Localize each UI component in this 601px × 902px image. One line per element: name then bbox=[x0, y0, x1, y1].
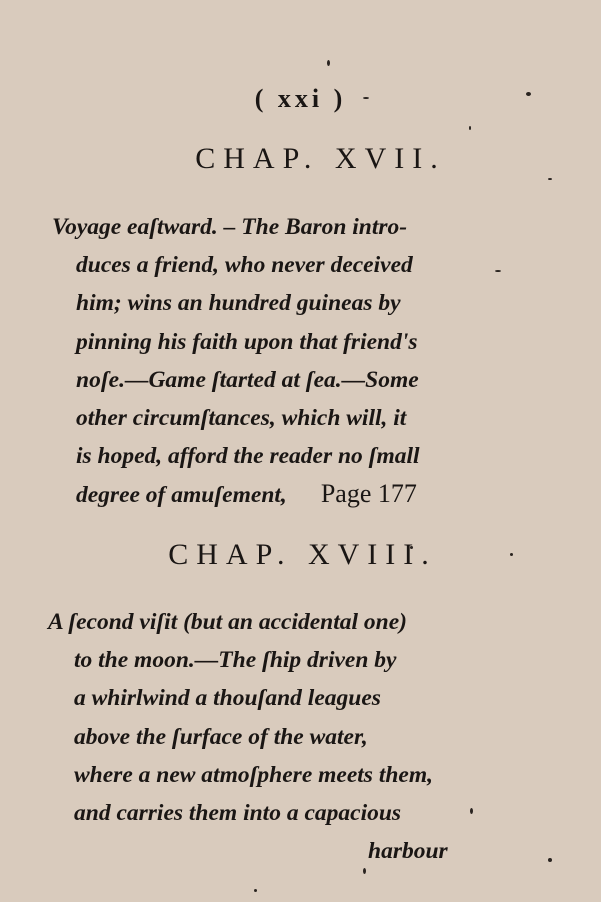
ink-speck bbox=[327, 60, 330, 66]
summary-line: duces a friend, who never deceived bbox=[76, 252, 413, 279]
chapter-18-heading: CHAP. XVIII. bbox=[168, 538, 437, 571]
summary-line: A ſecond viſit (but an accidental one) bbox=[48, 609, 407, 635]
chapter-17-heading: CHAP. XVII. bbox=[195, 142, 446, 175]
summary-line: a whirlwind a thouſand leagues bbox=[74, 685, 381, 712]
summary-line: noſe.—Game ſtarted at ſea.—Some bbox=[76, 366, 419, 393]
ink-speck bbox=[254, 889, 257, 892]
page-number: ( xxi ) bbox=[254, 84, 347, 113]
summary-line: him; wins an hundred guineas by bbox=[76, 290, 401, 317]
ink-speck bbox=[363, 868, 366, 874]
summary-line: is hoped, afford the reader no ſmall bbox=[76, 443, 420, 470]
catchword: harbour bbox=[368, 838, 448, 864]
summary-line: where a new atmoſphere meets them, bbox=[74, 761, 434, 788]
ink-speck bbox=[495, 270, 501, 272]
ink-speck bbox=[469, 126, 471, 130]
ink-speck bbox=[548, 178, 552, 180]
page-reference: Page 177 bbox=[320, 479, 417, 509]
ink-speck bbox=[548, 858, 552, 862]
chapter-17-summary bbox=[52, 208, 492, 515]
summary-line: and carries them into a capacious bbox=[74, 800, 402, 827]
summary-line: Voyage eaſtward. – The Baron intro- bbox=[52, 214, 408, 240]
summary-line: other circumſtances, which will, it bbox=[76, 405, 407, 432]
summary-line bbox=[52, 475, 492, 514]
summary-text: degree of amuſement, bbox=[76, 482, 287, 509]
summary-line: to the moon.—The ſhip driven by bbox=[74, 647, 397, 674]
summary-line: pinning his faith upon that friend's bbox=[76, 328, 418, 355]
summary-line: above the ſurface of the water, bbox=[74, 723, 368, 750]
chapter-18-summary bbox=[48, 603, 488, 832]
